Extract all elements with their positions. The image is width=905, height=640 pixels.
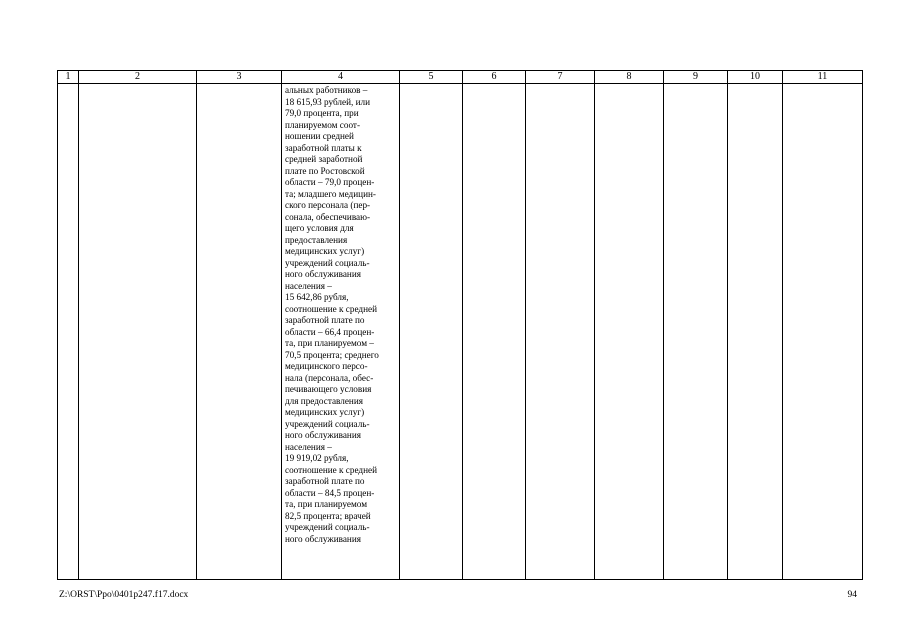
column-header-11: 11 xyxy=(783,71,863,84)
table-cell-10 xyxy=(728,84,783,580)
document-table xyxy=(57,70,863,580)
column-header-3: 3 xyxy=(197,71,282,84)
table-cell-5 xyxy=(400,84,463,580)
column-header-8: 8 xyxy=(595,71,664,84)
table-cell-7 xyxy=(526,84,595,580)
column-header-6: 6 xyxy=(463,71,526,84)
column-header-5: 5 xyxy=(400,71,463,84)
column-header-7: 7 xyxy=(526,71,595,84)
table-cell-2 xyxy=(79,84,197,580)
table-cell-4 xyxy=(282,84,400,580)
table-cell-3 xyxy=(197,84,282,580)
table-cell-1 xyxy=(58,84,79,580)
column-header-9: 9 xyxy=(664,71,728,84)
table-cell-11 xyxy=(783,84,863,580)
column-header-10: 10 xyxy=(728,71,783,84)
column-header-4: 4 xyxy=(282,71,400,84)
table-cell-6 xyxy=(463,84,526,580)
table-header-row xyxy=(58,71,863,84)
footer-file-path: Z:\ORST\Ppo\0401p247.f17.docx xyxy=(59,590,189,600)
cell-text-column-4: альных работников – 18 615,93 рублей, или 79,0 процента, при планируемом соот- ношении средней заработной платы к средней заработной плате по Ростовской области – 79,0 процен- та; младшего медицин- ского персонала (пер- сонала, обеспечиваю- щего условия для предоставления медицинских услуг) учреждений социаль- ного обслуживания населения – 15 642,86 рубля, соотношение к средней заработной плате по области – 66,4 процен- та, при планируемом – 70,5 процента; среднего медицинского персо- нала (персонала, обес- печивающего условия для предоставления медицинских услуг) учреждений социаль- ного обслуживания населения – 19 919,02 рубля, соотношение к средней заработной плате по области – 84,5 процен- та, при планируемом 82,5 процента; врачей учреждений социаль- ного обслуживания xyxy=(285,85,379,544)
column-header-2: 2 xyxy=(79,71,197,84)
column-header-1: 1 xyxy=(58,71,79,84)
table-row xyxy=(58,84,863,580)
footer-page-number: 94 xyxy=(847,590,857,600)
table-cell-9 xyxy=(664,84,728,580)
table-cell-8 xyxy=(595,84,664,580)
